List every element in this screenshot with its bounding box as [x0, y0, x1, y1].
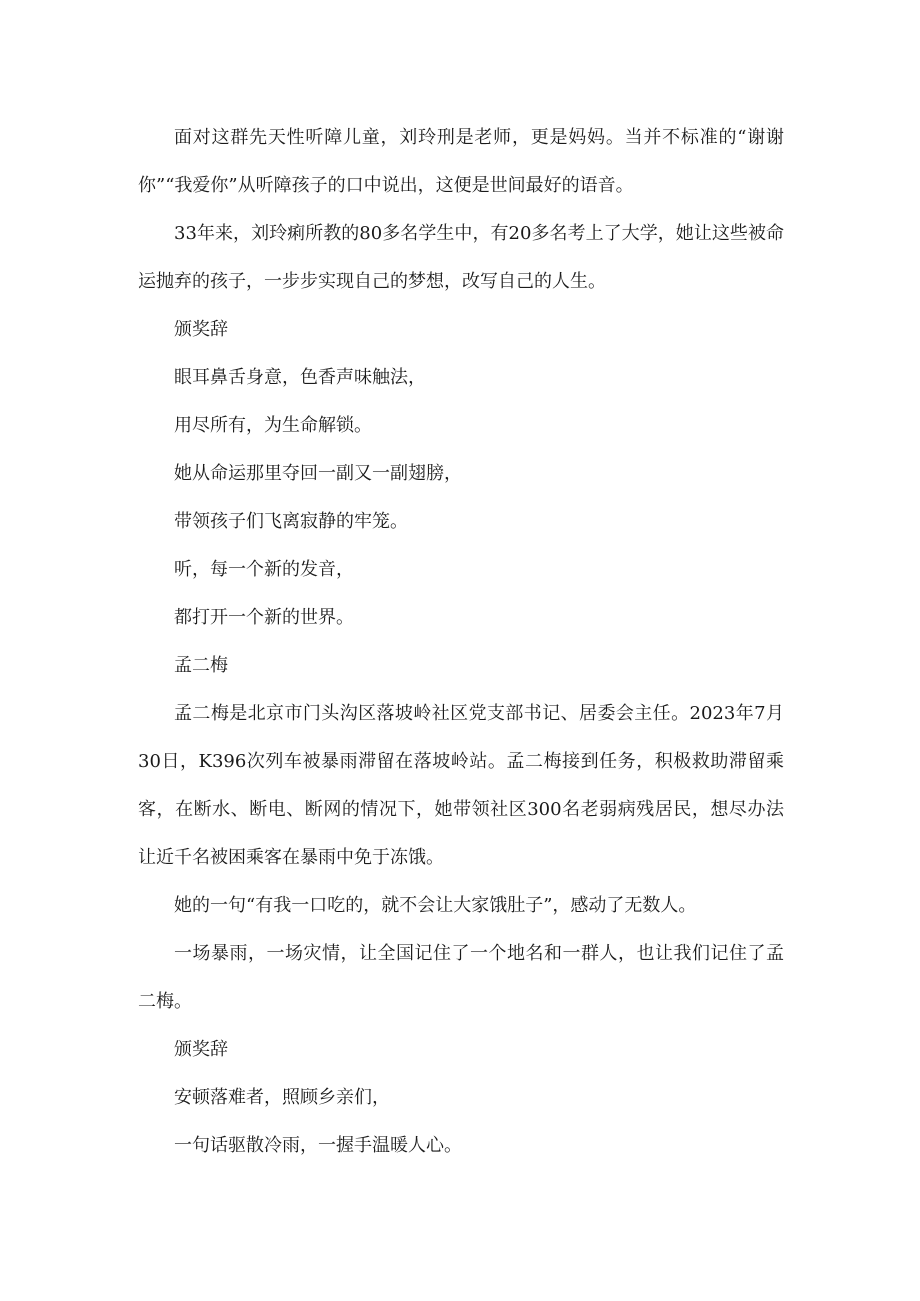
award-speech-line: 安顿落难者，照顾乡亲们， [174, 1087, 390, 1108]
award-speech-heading: 颁奖辞 [174, 1039, 228, 1060]
document-body [138, 114, 784, 1170]
award-speech-line: 听，每一个新的发音， [174, 559, 354, 580]
paragraph-quote: 她的一句“有我一口吃的，就不会让大家饿肚子”，感动了无数人。 [174, 895, 697, 916]
award-speech-line: 带领孩子们飞离寂静的牢笼。 [174, 511, 408, 532]
paragraph-summary: 一场暴雨，一场灾情，让全国记住了一个地名和一群人，也让我们记住了孟二梅。 [138, 943, 784, 1012]
award-speech-line: 眼耳鼻舌身意，色香声味触法， [174, 367, 426, 388]
award-speech-heading: 颁奖辞 [174, 319, 228, 340]
award-speech-line: 都打开一个新的世界。 [174, 607, 354, 628]
paragraph-intro: 面对这群先天性听障儿童，刘玲刑是老师，更是妈妈。当并不标准的“谢谢你”“我爱你”从听障孩子的口中说出，这便是世间最好的语音。 [138, 127, 784, 196]
paragraph-achievement: 33年来，刘玲痢所教的80多名学生中，有20多名考上了大学，她让这些被命运抛弃的孩子，一步步实现自己的梦想，改写自己的人生。 [138, 223, 784, 292]
award-speech-line: 一句话驱散冷雨，一握手温暖人心。 [174, 1135, 462, 1156]
award-speech-line: 用尽所有，为生命解锁。 [174, 415, 372, 436]
award-speech-line: 她从命运那里夺回一副又一副翅膀， [174, 463, 462, 484]
section-heading-person: 孟二梅 [174, 655, 228, 676]
paragraph-bio: 孟二梅是北京市门头沟区落坡岭社区党支部书记、居委会主任。2023年7月30日，K396次列车被暴雨滞留在落坡岭站。孟二梅接到任务，积极救助滞留乘客，在断水、断电、断网的情况下，她带领社区300名老弱病残居民，想尽办法让近千名被困乘客在暴雨中免于冻饿。 [138, 703, 784, 868]
